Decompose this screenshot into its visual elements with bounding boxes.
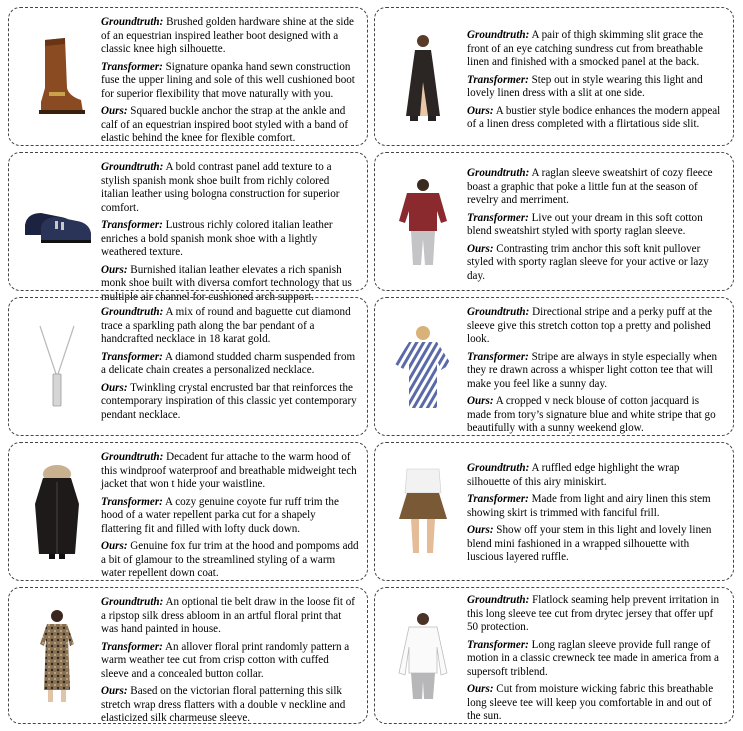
transformer-label: Transformer: (101, 219, 163, 231)
groundtruth-label: Groundtruth: (467, 29, 530, 41)
caption-block (467, 29, 725, 136)
result-card-parka (8, 442, 368, 581)
transformer-label: Transformer: (101, 350, 163, 363)
product-image-necklace (17, 298, 97, 435)
ours-label: Ours: (467, 104, 494, 117)
transformer-caption: Transformer: A diamond studded charm suspended from a delicate chain creates a personalized necklace. (101, 350, 356, 376)
product-image-striped-top (383, 298, 463, 435)
result-card-miniskirt (374, 442, 734, 581)
product-image-sundress (383, 8, 463, 145)
product-image-sweatshirt (383, 153, 463, 290)
ours-caption: Ours: Burnished italian leather elevates a rich spanish monk shoe built with diversa comfort technology that us multiple air channel for cushioned arch support. (101, 263, 352, 303)
groundtruth-label: Groundtruth: (467, 167, 530, 179)
result-card-striped-top (374, 297, 734, 436)
groundtruth-label: Groundtruth: (467, 306, 530, 318)
transformer-label: Transformer: (467, 638, 529, 651)
caption-block (101, 306, 359, 426)
result-card-floral-dress (8, 587, 368, 724)
result-card-sundress (374, 7, 734, 146)
transformer-caption: Transformer: Stripe are always in style especially when they re drawn across a whisper light cotton tee that will make you feel like a sunny day. (467, 350, 718, 390)
ours-caption: Ours: Contrasting trim anchor this soft knit pullover styled with sporty raglan sleeve for your active or lazy day. (467, 242, 709, 282)
ours-caption: Ours: A cropped v neck blouse of cotton jacquard is made from tory’s signature blue and white stripe that go beautifully with a sunny weekend glow. (467, 395, 716, 434)
groundtruth-caption: Groundtruth: An optional tie belt draw in the loose fit of a ripstop silk dress abloom in an artful floral print that was hand painted in house. (101, 596, 355, 635)
groundtruth-caption: Groundtruth: A pair of thigh skimming slit grace the front of an eye catching sundress cut from breathable linen and finished with a smocked panel at the back. (467, 29, 704, 68)
transformer-caption: Transformer: An allover floral print randomly pattern a warm weather tee cut from crisp cotton with cuffed sleeve and a concealed button collar. (101, 640, 350, 680)
ours-caption: Ours: Squared buckle anchor the strap at the ankle and calf of an equestrian inspired boot styled with a band of elastic behind the knee for flexible comfort. (101, 105, 349, 144)
transformer-caption: Transformer: Long raglan sleeve provide full range of motion in a classic crewneck tee made in america from a supersoft triblend. (467, 638, 719, 678)
result-card-boot (8, 7, 368, 146)
ours-label: Ours: (101, 685, 128, 697)
ours-label: Ours: (467, 395, 494, 407)
groundtruth-label: Groundtruth: (101, 306, 164, 318)
ours-caption: Ours: A bustier style bodice enhances the modern appeal of a linen dress completed with a flirtatious side slit. (467, 104, 721, 130)
product-image-long-sleeve-tee (383, 588, 463, 723)
caption-block (101, 161, 359, 308)
transformer-caption: Transformer: A cozy genuine coyote fur ruff trim the hood of a water repellent parka cut for a shapely flattering fit and filled with lofty duck down. (101, 495, 339, 535)
transformer-label: Transformer: (467, 493, 529, 505)
transformer-label: Transformer: (467, 211, 529, 224)
product-image-parka (17, 443, 97, 580)
ours-label: Ours: (101, 105, 128, 117)
caption-block (467, 594, 725, 728)
transformer-label: Transformer: (101, 640, 163, 653)
caption-block (101, 596, 359, 730)
groundtruth-caption: Groundtruth: A ruffled edge highlight the wrap silhouette of this airy miniskirt. (467, 462, 680, 488)
groundtruth-caption: Groundtruth: Directional stripe and a perky puff at the sleeve give this stretch cotton top a pretty and polished look. (467, 306, 713, 345)
transformer-caption: Transformer: Live out your dream in this soft cotton blend sweatshirt styled with sporty raglan sleeve. (467, 211, 703, 237)
result-card-monk-shoes (8, 152, 368, 303)
ours-caption: Ours: Genuine fox fur trim at the hood and pompoms add a bit of glamour to the streamlined styling of a warm water repellent down coat. (101, 540, 359, 579)
groundtruth-label: Groundtruth: (101, 451, 164, 463)
caption-block (467, 167, 725, 287)
transformer-caption: Transformer: Lustrous richly colored italian leather enriches a bold spanish monk shoe with a lightly weathered texture. (101, 219, 333, 258)
ours-label: Ours: (467, 242, 494, 255)
groundtruth-label: Groundtruth: (467, 594, 530, 606)
caption-block (467, 306, 725, 440)
groundtruth-caption: Groundtruth: Decadent fur attache to the warm hood of this windproof waterproof and breathable midweight tech jacket that won t hide your waistline. (101, 451, 357, 490)
caption-block (101, 16, 359, 150)
transformer-caption: Transformer: Step out in style wearing this light and lovely linen dress with a slit at one side. (467, 73, 703, 99)
caption-block (467, 462, 725, 569)
ours-caption: Ours: Show off your stem in this light and lovely linen blend mini fashioned in a wrapped silhouette with luscious layered ruffle. (467, 524, 712, 563)
ours-caption: Ours: Twinkling crystal encrusted bar that reinforces the contemporary inspiration of this classic yet contemporary pendant necklace. (101, 381, 357, 421)
ours-label: Ours: (101, 540, 128, 552)
groundtruth-label: Groundtruth: (101, 16, 164, 28)
transformer-caption: Transformer: Made from light and airy linen this stem showing skirt is trimmed with fanciful frill. (467, 493, 711, 519)
ours-caption: Ours: Based on the victorian floral patterning this silk stretch wrap dress flatters with a double v neckline and elasticized silk charmeuse sleeve. (101, 685, 346, 724)
transformer-label: Transformer: (467, 73, 529, 86)
transformer-label: Transformer: (467, 350, 529, 363)
ours-label: Ours: (467, 524, 494, 536)
caption-block (101, 451, 359, 585)
product-image-floral-dress (17, 588, 97, 723)
transformer-label: Transformer: (101, 60, 163, 73)
transformer-label: Transformer: (101, 495, 163, 508)
groundtruth-caption: Groundtruth: A bold contrast panel add texture to a stylish spanish monk shoe built from richly colored italian leather using bologna construction for superior comfort. (101, 161, 340, 214)
ours-label: Ours: (467, 683, 494, 695)
result-card-sweatshirt (374, 152, 734, 291)
groundtruth-caption: Groundtruth: A raglan sleeve sweatshirt of cozy fleece boast a graphic that poke a little fun at the season of revelry and merriment. (467, 167, 713, 206)
ours-label: Ours: (101, 263, 128, 276)
product-image-boot (17, 8, 97, 145)
result-card-long-sleeve-tee (374, 587, 734, 724)
groundtruth-caption: Groundtruth: Flatlock seaming help prevent irritation in this long sleeve tee cut from drytec jersey that offer upf 50 protection. (467, 594, 720, 633)
groundtruth-caption: Groundtruth: Brushed golden hardware shine at the side of an equestrian inspired leather boot designed with a classic knee high silhouette. (101, 16, 354, 55)
groundtruth-label: Groundtruth: (467, 462, 530, 474)
groundtruth-label: Groundtruth: (101, 161, 164, 173)
transformer-caption: Transformer: Signature opanka hand sewn construction fuse the upper lining and sole of this well cushioned boot for superior flexibility that move naturally with you. (101, 60, 355, 100)
result-card-necklace (8, 297, 368, 436)
ours-label: Ours: (101, 381, 128, 394)
groundtruth-caption: Groundtruth: A mix of round and baguette cut diamond trace a sparkling path along the bar pendant of a handcrafted necklace in 18 karat gold. (101, 306, 351, 345)
ours-caption: Ours: Cut from moisture wicking fabric this breathable long sleeve tee will keep you comfortable in and out of the sun. (467, 683, 714, 722)
product-image-monk-shoes (17, 153, 97, 290)
groundtruth-label: Groundtruth: (101, 596, 164, 608)
product-image-miniskirt (383, 443, 463, 580)
